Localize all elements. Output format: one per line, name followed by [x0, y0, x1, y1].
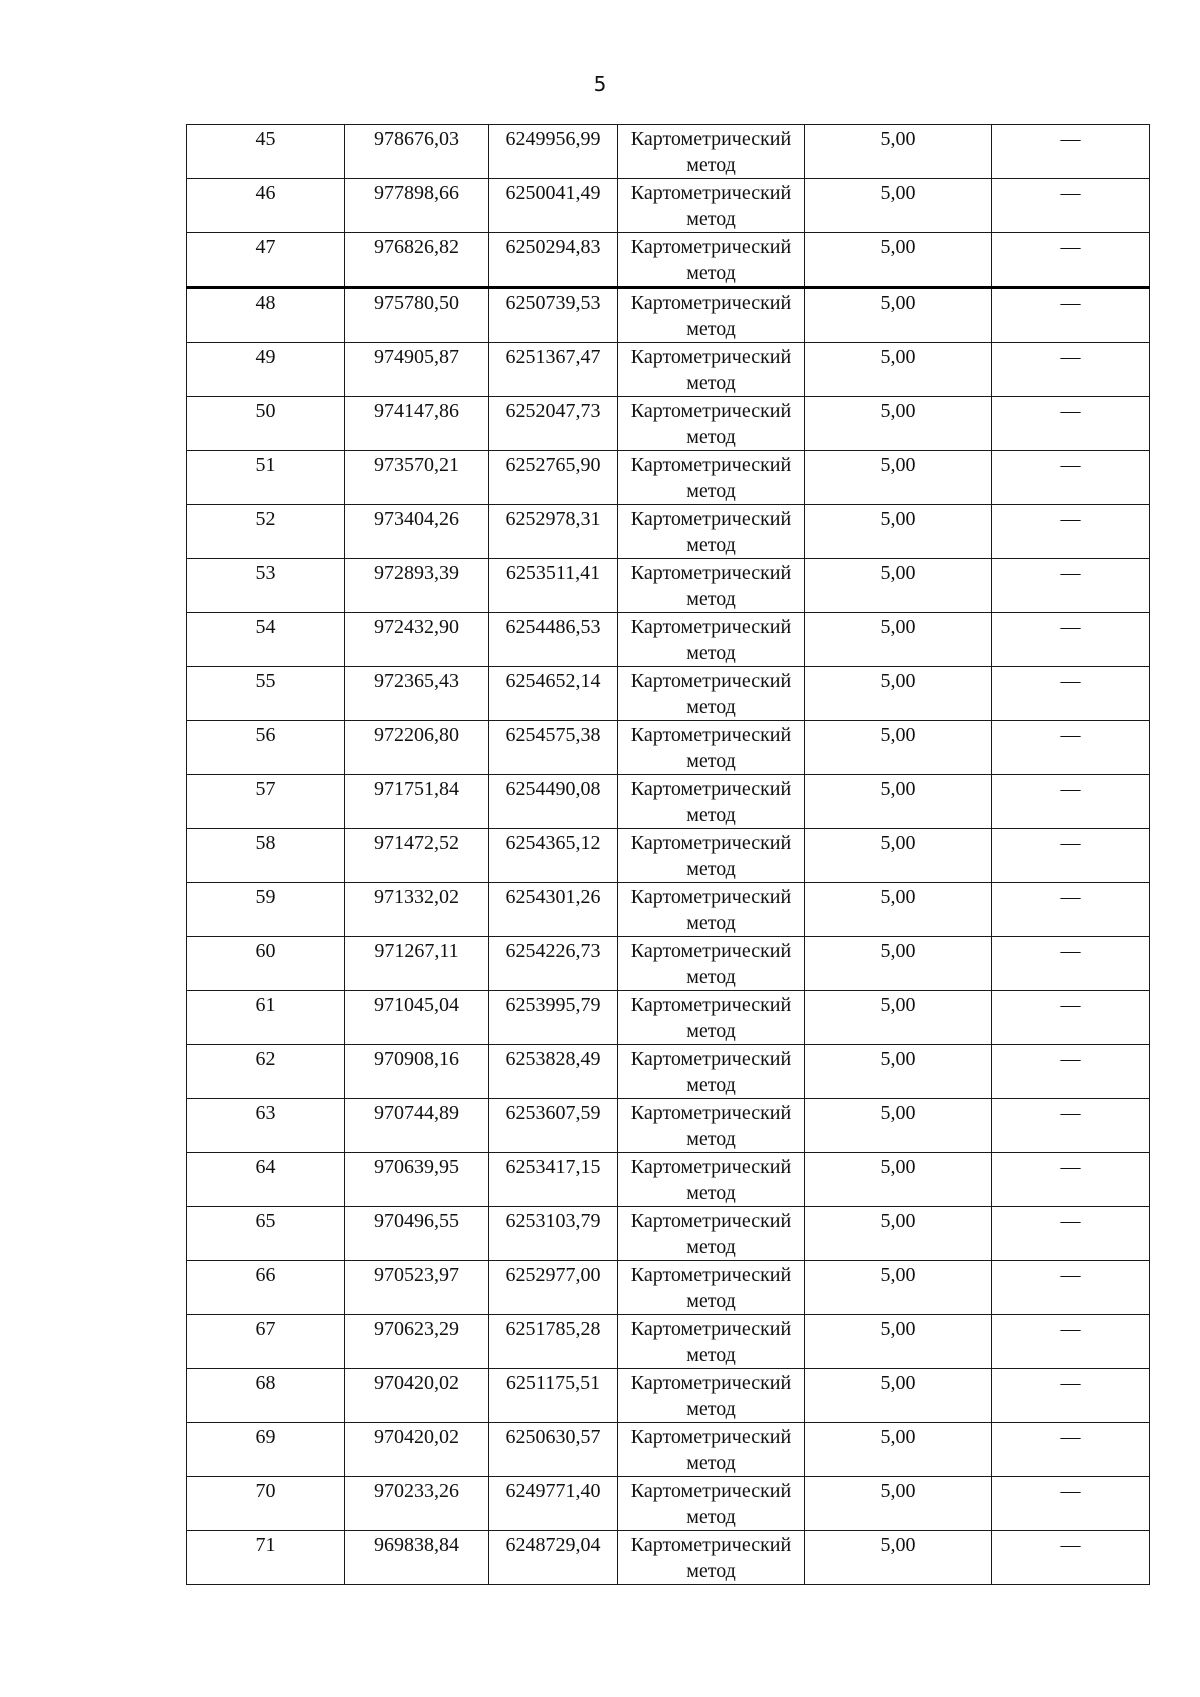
- point-number-cell: 53: [187, 559, 345, 613]
- accuracy-cell: 5,00: [805, 505, 992, 559]
- point-number-cell: 60: [187, 937, 345, 991]
- method-cell: Картометрический метод: [618, 1207, 805, 1261]
- method-cell: Картометрический метод: [618, 559, 805, 613]
- note-cell: —: [992, 1153, 1150, 1207]
- coordinate-y-cell: 6253828,49: [489, 1045, 618, 1099]
- table-row: [187, 343, 1150, 397]
- note-cell: —: [992, 937, 1150, 991]
- table-row: [187, 1099, 1150, 1153]
- coordinate-y-cell: 6250041,49: [489, 179, 618, 233]
- method-cell: Картометрический метод: [618, 613, 805, 667]
- coordinate-x-cell: 970639,95: [345, 1153, 489, 1207]
- coordinate-y-cell: 6252977,00: [489, 1261, 618, 1315]
- accuracy-cell: 5,00: [805, 1207, 992, 1261]
- accuracy-cell: 5,00: [805, 1261, 992, 1315]
- coordinate-y-cell: 6253607,59: [489, 1099, 618, 1153]
- method-cell: Картометрический метод: [618, 1099, 805, 1153]
- table-row: [187, 937, 1150, 991]
- note-cell: —: [992, 1369, 1150, 1423]
- method-cell: Картометрический метод: [618, 1045, 805, 1099]
- table-row: [187, 288, 1150, 343]
- coordinate-y-cell: 6251175,51: [489, 1369, 618, 1423]
- accuracy-cell: 5,00: [805, 559, 992, 613]
- coordinate-x-cell: 973570,21: [345, 451, 489, 505]
- accuracy-cell: 5,00: [805, 1099, 992, 1153]
- note-cell: —: [992, 1531, 1150, 1585]
- coordinate-y-cell: 6252978,31: [489, 505, 618, 559]
- note-cell: —: [992, 451, 1150, 505]
- coordinate-y-cell: 6250294,83: [489, 233, 618, 288]
- method-cell: Картометрический метод: [618, 1153, 805, 1207]
- note-cell: —: [992, 179, 1150, 233]
- page-number: 5: [593, 72, 607, 96]
- accuracy-cell: 5,00: [805, 775, 992, 829]
- coordinate-x-cell: 974147,86: [345, 397, 489, 451]
- note-cell: —: [992, 288, 1150, 343]
- coordinate-x-cell: 970744,89: [345, 1099, 489, 1153]
- coordinate-y-cell: 6251367,47: [489, 343, 618, 397]
- point-number-cell: 64: [187, 1153, 345, 1207]
- coordinate-y-cell: 6253103,79: [489, 1207, 618, 1261]
- point-number-cell: 52: [187, 505, 345, 559]
- point-number-cell: 70: [187, 1477, 345, 1531]
- method-cell: Картометрический метод: [618, 991, 805, 1045]
- coordinate-x-cell: 972432,90: [345, 613, 489, 667]
- coordinate-y-cell: 6249956,99: [489, 125, 618, 179]
- note-cell: —: [992, 829, 1150, 883]
- method-cell: Картометрический метод: [618, 937, 805, 991]
- note-cell: —: [992, 991, 1150, 1045]
- table-row: [187, 1369, 1150, 1423]
- accuracy-cell: 5,00: [805, 721, 992, 775]
- point-number-cell: 61: [187, 991, 345, 1045]
- point-number-cell: 55: [187, 667, 345, 721]
- coordinate-y-cell: 6254365,12: [489, 829, 618, 883]
- coordinate-y-cell: 6252765,90: [489, 451, 618, 505]
- point-number-cell: 45: [187, 125, 345, 179]
- point-number-cell: 47: [187, 233, 345, 288]
- coordinate-x-cell: 970908,16: [345, 1045, 489, 1099]
- accuracy-cell: 5,00: [805, 1315, 992, 1369]
- coordinate-x-cell: 970420,02: [345, 1423, 489, 1477]
- accuracy-cell: 5,00: [805, 1153, 992, 1207]
- coordinate-x-cell: 975780,50: [345, 288, 489, 343]
- method-cell: Картометрический метод: [618, 829, 805, 883]
- coordinate-x-cell: 978676,03: [345, 125, 489, 179]
- coordinate-y-cell: 6253417,15: [489, 1153, 618, 1207]
- point-number-cell: 71: [187, 1531, 345, 1585]
- table-row: [187, 1207, 1150, 1261]
- table-row: [187, 397, 1150, 451]
- table-row: [187, 125, 1150, 179]
- coordinate-x-cell: 970420,02: [345, 1369, 489, 1423]
- note-cell: —: [992, 721, 1150, 775]
- accuracy-cell: 5,00: [805, 397, 992, 451]
- point-number-cell: 46: [187, 179, 345, 233]
- method-cell: Картометрический метод: [618, 288, 805, 343]
- point-number-cell: 54: [187, 613, 345, 667]
- method-cell: Картометрический метод: [618, 451, 805, 505]
- note-cell: —: [992, 667, 1150, 721]
- point-number-cell: 57: [187, 775, 345, 829]
- note-cell: —: [992, 1261, 1150, 1315]
- point-number-cell: 69: [187, 1423, 345, 1477]
- accuracy-cell: 5,00: [805, 451, 992, 505]
- coordinate-y-cell: 6250630,57: [489, 1423, 618, 1477]
- note-cell: —: [992, 233, 1150, 288]
- point-number-cell: 48: [187, 288, 345, 343]
- method-cell: Картометрический метод: [618, 1531, 805, 1585]
- coordinate-x-cell: 973404,26: [345, 505, 489, 559]
- note-cell: —: [992, 613, 1150, 667]
- note-cell: —: [992, 1477, 1150, 1531]
- method-cell: Картометрический метод: [618, 721, 805, 775]
- accuracy-cell: 5,00: [805, 1531, 992, 1585]
- table-row: [187, 451, 1150, 505]
- coordinate-x-cell: 972893,39: [345, 559, 489, 613]
- point-number-cell: 65: [187, 1207, 345, 1261]
- point-number-cell: 49: [187, 343, 345, 397]
- accuracy-cell: 5,00: [805, 829, 992, 883]
- method-cell: Картометрический метод: [618, 125, 805, 179]
- table-row: [187, 179, 1150, 233]
- note-cell: —: [992, 397, 1150, 451]
- coordinate-x-cell: 970523,97: [345, 1261, 489, 1315]
- coordinate-y-cell: 6254575,38: [489, 721, 618, 775]
- point-number-cell: 50: [187, 397, 345, 451]
- table-row: [187, 505, 1150, 559]
- method-cell: Картометрический метод: [618, 397, 805, 451]
- note-cell: —: [992, 343, 1150, 397]
- coordinate-x-cell: 972206,80: [345, 721, 489, 775]
- point-number-cell: 66: [187, 1261, 345, 1315]
- method-cell: Картометрический метод: [618, 667, 805, 721]
- accuracy-cell: 5,00: [805, 1369, 992, 1423]
- note-cell: —: [992, 1099, 1150, 1153]
- note-cell: —: [992, 505, 1150, 559]
- coordinate-y-cell: 6248729,04: [489, 1531, 618, 1585]
- method-cell: Картометрический метод: [618, 883, 805, 937]
- table-row: [187, 613, 1150, 667]
- table-row: [187, 883, 1150, 937]
- coordinate-y-cell: 6254490,08: [489, 775, 618, 829]
- method-cell: Картометрический метод: [618, 775, 805, 829]
- table-row: [187, 1045, 1150, 1099]
- note-cell: —: [992, 1207, 1150, 1261]
- method-cell: Картометрический метод: [618, 505, 805, 559]
- point-number-cell: 63: [187, 1099, 345, 1153]
- accuracy-cell: 5,00: [805, 343, 992, 397]
- method-cell: Картометрический метод: [618, 1261, 805, 1315]
- table-row: [187, 1315, 1150, 1369]
- coordinates-table: [186, 124, 1150, 1585]
- table-row: [187, 775, 1150, 829]
- point-number-cell: 62: [187, 1045, 345, 1099]
- coordinate-x-cell: 970623,29: [345, 1315, 489, 1369]
- accuracy-cell: 5,00: [805, 125, 992, 179]
- accuracy-cell: 5,00: [805, 233, 992, 288]
- accuracy-cell: 5,00: [805, 1045, 992, 1099]
- accuracy-cell: 5,00: [805, 1477, 992, 1531]
- coordinate-x-cell: 971267,11: [345, 937, 489, 991]
- coordinate-y-cell: 6250739,53: [489, 288, 618, 343]
- point-number-cell: 59: [187, 883, 345, 937]
- method-cell: Картометрический метод: [618, 1369, 805, 1423]
- point-number-cell: 68: [187, 1369, 345, 1423]
- accuracy-cell: 5,00: [805, 991, 992, 1045]
- table-row: [187, 559, 1150, 613]
- table-row: [187, 991, 1150, 1045]
- coordinate-y-cell: 6249771,40: [489, 1477, 618, 1531]
- coordinate-x-cell: 971332,02: [345, 883, 489, 937]
- method-cell: Картометрический метод: [618, 179, 805, 233]
- table-row: [187, 667, 1150, 721]
- note-cell: —: [992, 883, 1150, 937]
- method-cell: Картометрический метод: [618, 1315, 805, 1369]
- coordinate-x-cell: 972365,43: [345, 667, 489, 721]
- table-row: [187, 233, 1150, 288]
- coordinate-x-cell: 971751,84: [345, 775, 489, 829]
- method-cell: Картометрический метод: [618, 1477, 805, 1531]
- coordinate-x-cell: 969838,84: [345, 1531, 489, 1585]
- coordinate-x-cell: 977898,66: [345, 179, 489, 233]
- accuracy-cell: 5,00: [805, 179, 992, 233]
- table-row: [187, 1153, 1150, 1207]
- table-row: [187, 1423, 1150, 1477]
- coordinate-y-cell: 6254652,14: [489, 667, 618, 721]
- coordinate-y-cell: 6254486,53: [489, 613, 618, 667]
- accuracy-cell: 5,00: [805, 613, 992, 667]
- coordinate-y-cell: 6253511,41: [489, 559, 618, 613]
- accuracy-cell: 5,00: [805, 1423, 992, 1477]
- table-row: [187, 1477, 1150, 1531]
- accuracy-cell: 5,00: [805, 667, 992, 721]
- table-row: [187, 829, 1150, 883]
- coordinate-x-cell: 970496,55: [345, 1207, 489, 1261]
- point-number-cell: 67: [187, 1315, 345, 1369]
- coordinate-x-cell: 971472,52: [345, 829, 489, 883]
- note-cell: —: [992, 1315, 1150, 1369]
- note-cell: —: [992, 125, 1150, 179]
- accuracy-cell: 5,00: [805, 937, 992, 991]
- coordinate-y-cell: 6252047,73: [489, 397, 618, 451]
- method-cell: Картометрический метод: [618, 233, 805, 288]
- point-number-cell: 56: [187, 721, 345, 775]
- table-row: [187, 1531, 1150, 1585]
- coordinates-table-body: [187, 125, 1150, 1585]
- coordinate-y-cell: 6254226,73: [489, 937, 618, 991]
- note-cell: —: [992, 775, 1150, 829]
- point-number-cell: 58: [187, 829, 345, 883]
- coordinate-y-cell: 6254301,26: [489, 883, 618, 937]
- coordinate-x-cell: 971045,04: [345, 991, 489, 1045]
- method-cell: Картометрический метод: [618, 343, 805, 397]
- accuracy-cell: 5,00: [805, 883, 992, 937]
- coordinate-x-cell: 974905,87: [345, 343, 489, 397]
- coordinate-y-cell: 6251785,28: [489, 1315, 618, 1369]
- table-row: [187, 1261, 1150, 1315]
- point-number-cell: 51: [187, 451, 345, 505]
- note-cell: —: [992, 559, 1150, 613]
- note-cell: —: [992, 1045, 1150, 1099]
- coordinate-y-cell: 6253995,79: [489, 991, 618, 1045]
- note-cell: —: [992, 1423, 1150, 1477]
- coordinate-x-cell: 970233,26: [345, 1477, 489, 1531]
- accuracy-cell: 5,00: [805, 288, 992, 343]
- coordinate-x-cell: 976826,82: [345, 233, 489, 288]
- method-cell: Картометрический метод: [618, 1423, 805, 1477]
- table-row: [187, 721, 1150, 775]
